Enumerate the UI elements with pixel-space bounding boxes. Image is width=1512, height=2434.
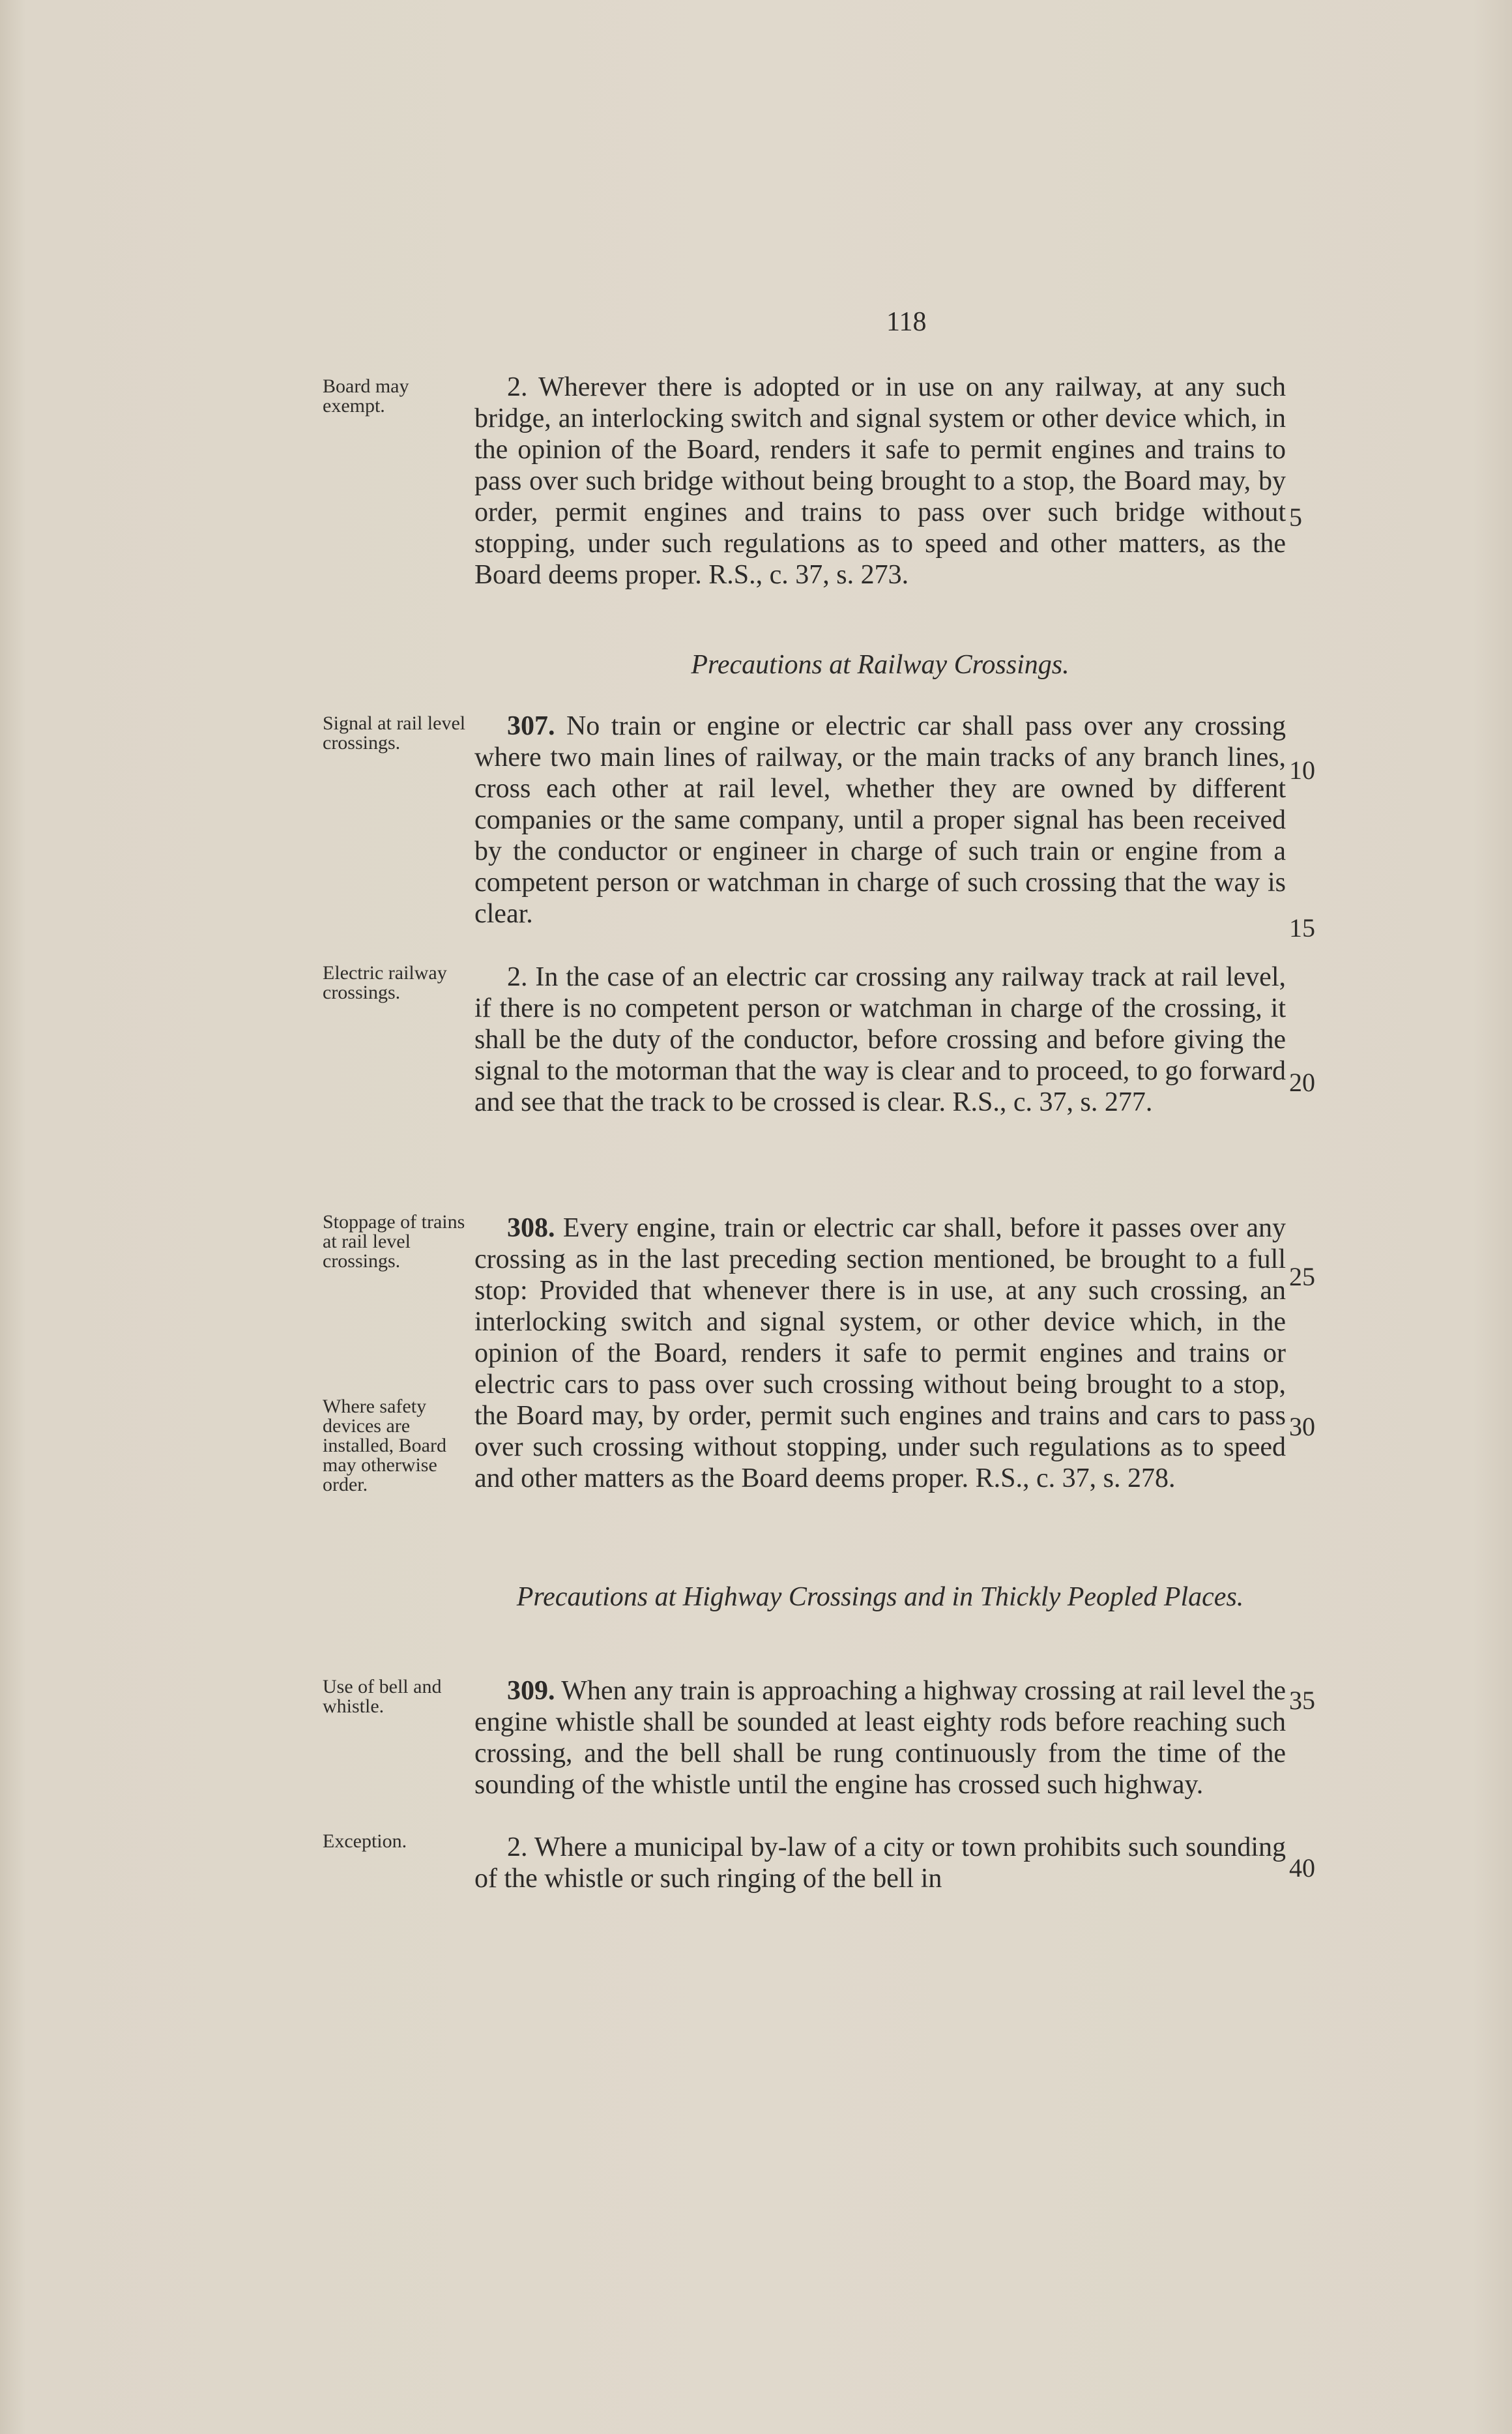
section-308	[474, 1212, 1286, 1494]
line-number: 30	[1289, 1412, 1315, 1441]
margin-note-exception: Exception.	[323, 1830, 407, 1852]
margin-note-electric-railway-crossings: Electric railway crossings.	[323, 962, 447, 1003]
margin-note-where-safety-devices: Where safety devices are installed, Board may otherwise order.	[323, 1396, 446, 1495]
section-text: No train or engine or electric car shall pass over any crossing where two main lines of railway, or the main tracks of any branch lines, cross each other at rail level, whether they are owned by different companies or the same company, until a proper signal has been received by the conductor or engineer in charge of such train or engine from a competent person or watchman in charge of such crossing that the way is clear.	[474, 711, 1286, 929]
margin-note-board-may-exempt: Board may exempt.	[323, 375, 409, 417]
section-text: When any train is approaching a highway crossing at rail level the engine whistle shall be sounded at least eighty rods before reaching such crossing, and the bell shall be rung continuously from the time of the sounding of the whistle until the engine has crossed such highway.	[474, 1676, 1286, 1800]
line-number: 40	[1289, 1853, 1315, 1883]
heading-highway-crossings: Precautions at Highway Crossings and in Thickly Peopled Places.	[516, 1582, 1244, 1612]
line-number: 20	[1289, 1068, 1315, 1097]
page-number: 118	[886, 307, 927, 337]
line-number: 10	[1289, 755, 1315, 785]
section-307	[474, 711, 1286, 930]
section-307-subsection-2: 2. In the case of an electric car crossing any railway track at rail level, if there is no competent person or watchman in charge of the crossing, it shall be the duty of the conductor, before crossing and before giving the signal to the motorman that the way is clear and to proceed, to go forward and see that the track to be crossed is clear. R.S., c. 37, s. 277.	[474, 962, 1286, 1117]
margin-note-signal-at-crossings: Signal at rail level crossings.	[323, 712, 466, 754]
section-number: 309.	[507, 1676, 555, 1706]
section-309	[474, 1675, 1286, 1800]
section-309-subsection-2: 2. Where a municipal by-law of a city or town prohibits such sounding of the whistle or such ringing of the bell in	[474, 1832, 1286, 1894]
section-text: Every engine, train or electric car shall, before it passes over any crossing as in the last preceding section mentioned, be brought to a full stop: Provided that whenever there is in use, at any such crossing, an interlocking switch and signal system, or other device which, in the opinion of the Board, renders it safe to permit engines and trains or electric cars to pass over such crossing without being brought to a stop, the Board may, by order, permit such engines and trains and cars to pass over such crossing without stopping, under such regulations as to speed and other matters as the Board deems proper. R.S., c. 37, s. 278.	[474, 1213, 1286, 1493]
margin-note-stoppage-of-trains: Stoppage of trains at rail level crossings.	[323, 1211, 465, 1272]
heading-railway-crossings: Precautions at Railway Crossings.	[691, 650, 1069, 680]
line-number: 25	[1289, 1262, 1315, 1291]
section-number: 308.	[507, 1213, 555, 1243]
line-number: 15	[1289, 913, 1315, 943]
line-number: 35	[1289, 1686, 1315, 1715]
paragraph-board-may-exempt: 2. Wherever there is adopted or in use on any railway, at any such bridge, an interlocking switch and signal system or other device which, in the opinion of the Board, renders it safe to permit engines and trains to pass over such bridge without being brought to a stop, the Board may, by order, permit engines and trains to pass over such bridge without stopping, under such regulations as to speed and other matters, as the Board deems proper. R.S., c. 37, s. 273.	[474, 372, 1286, 590]
margin-note-use-of-bell: Use of bell and whistle.	[323, 1676, 442, 1717]
line-number: 5	[1289, 503, 1302, 532]
section-number: 307.	[507, 711, 555, 741]
